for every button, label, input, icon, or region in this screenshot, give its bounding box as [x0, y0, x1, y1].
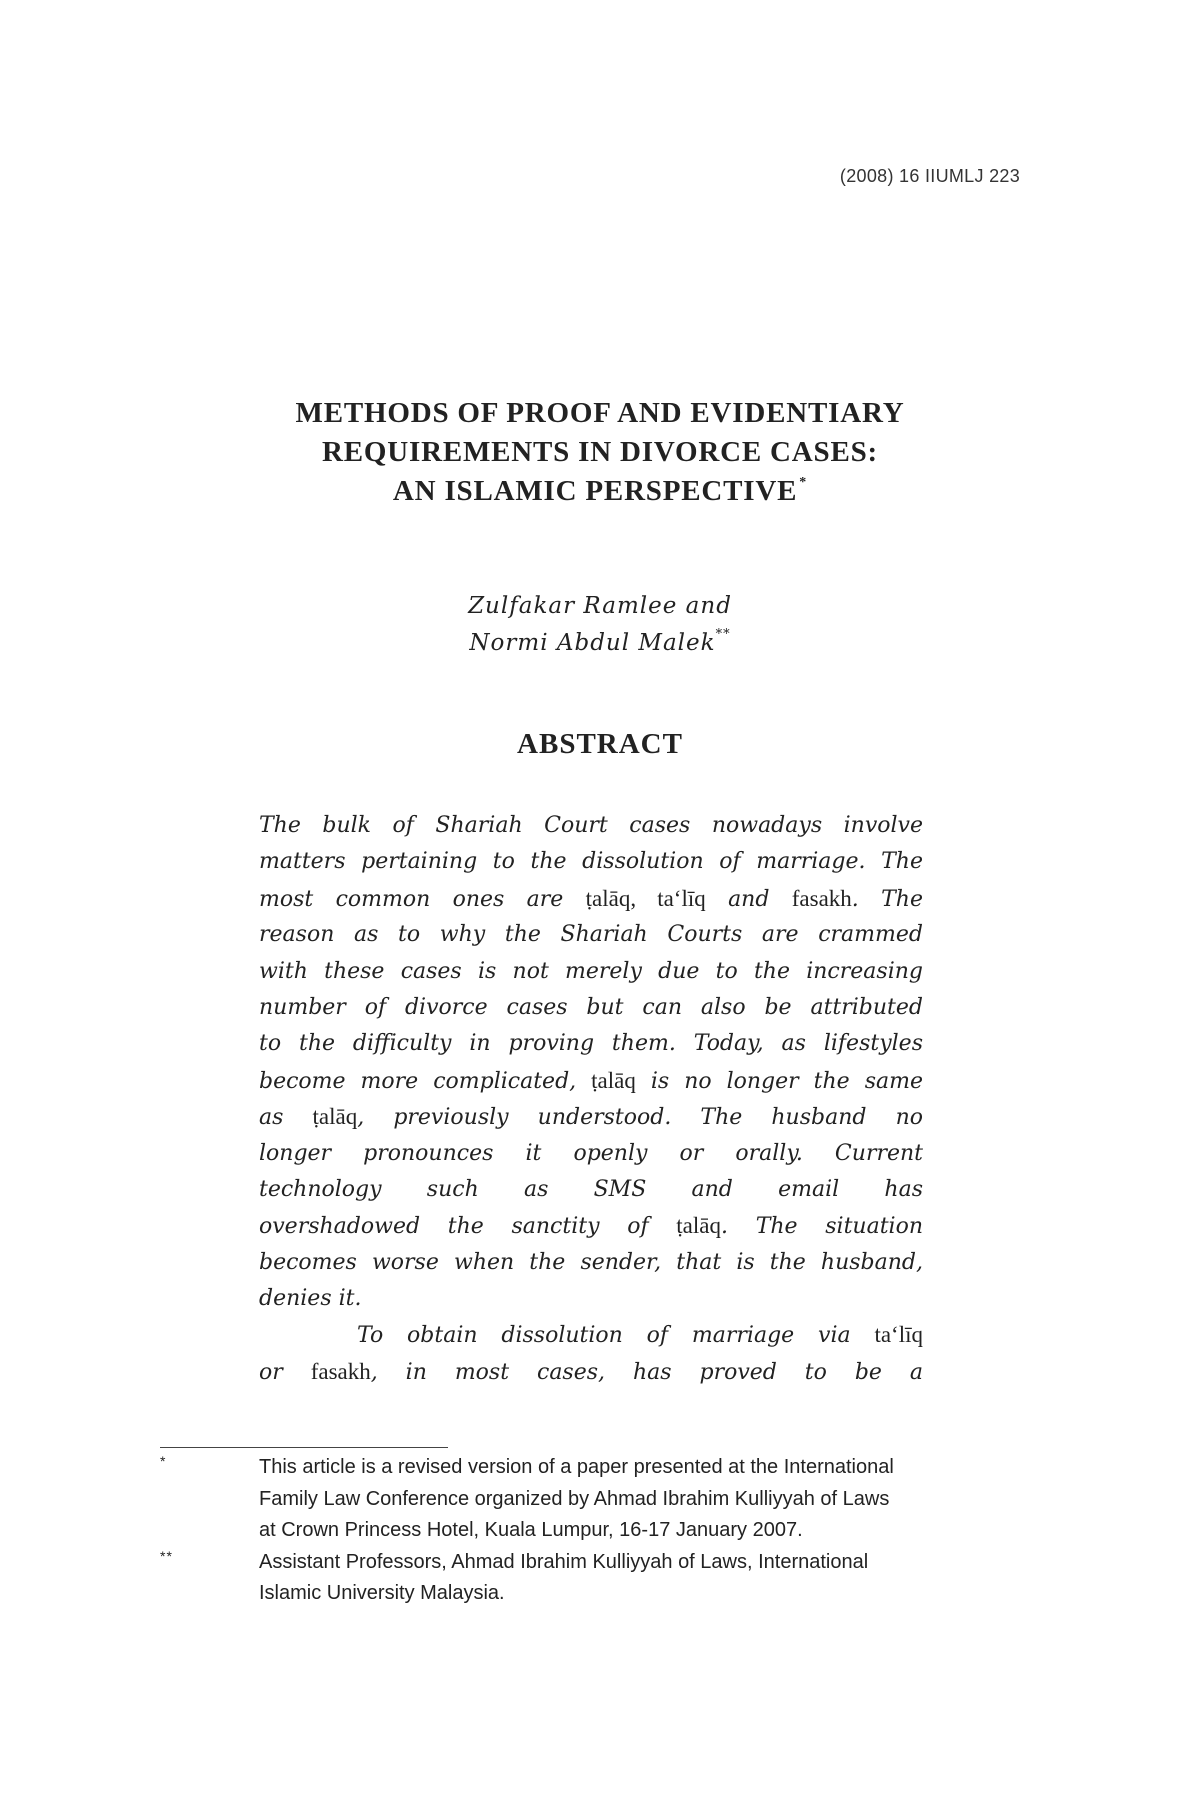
abstract-line — [259, 1099, 923, 1135]
footnote-line: Islamic University Malaysia. — [259, 1582, 505, 1604]
title-line-3-text: AN ISLAMIC PERSPECTIVE — [392, 475, 798, 507]
term-talaq: ṭalāq — [312, 1104, 358, 1130]
abstract-line: denies it. — [259, 1286, 362, 1312]
abstract-heading: ABSTRACT — [517, 728, 683, 760]
term-talaq: ṭalāq — [676, 1213, 721, 1239]
term-fasakh: fasakh — [310, 1358, 371, 1384]
abstract-line — [259, 881, 923, 917]
term-separator: , — [630, 885, 658, 911]
title-line-1: METHODS OF PROOF AND EVIDENTIARY — [295, 397, 905, 429]
abstract-line: technology such as SMS and email has — [259, 1176, 923, 1202]
abstract-text: as — [259, 1105, 313, 1131]
author-footnote-mark: ** — [715, 627, 731, 642]
abstract-body — [259, 808, 923, 1390]
title-line-3 — [0, 472, 1200, 516]
abstract-line — [259, 1208, 923, 1244]
footnote-line: Family Law Conference organized by Ahmad Ibrahim Kulliyyah of Laws — [259, 1487, 890, 1510]
abstract-text: and — [705, 886, 792, 912]
abstract-text: , in most cases, has proved to be a — [370, 1359, 923, 1385]
term-fasakh: fasakh — [791, 885, 852, 911]
journal-citation: (2008) 16 IIUMLJ 223 — [839, 166, 1020, 186]
abstract-text: To obtain dissolution of marriage via — [357, 1323, 875, 1349]
footnote-line: This article is a revised version of a paper presented at the International — [259, 1456, 894, 1478]
authors — [0, 588, 1200, 665]
abstract-line: with these cases is not merely due to the increasing — [259, 958, 923, 984]
term-talaq: ṭalāq — [591, 1067, 636, 1093]
abstract-text: is no longer the same — [635, 1068, 923, 1094]
term-taliq: ta‘līq — [874, 1322, 923, 1348]
title-footnote-mark: * — [799, 475, 808, 490]
footnote-line: Assistant Professors, Ahmad Ibrahim Kulliyyah of Laws, International — [259, 1550, 869, 1573]
author-line-2-text: Normi Abdul Malek — [469, 630, 716, 656]
abstract-line: reason as to why the Shariah Courts are crammed — [259, 922, 923, 948]
title-line-2: REQUIREMENTS IN DIVORCE CASES: — [322, 436, 878, 468]
abstract-text: or — [259, 1359, 311, 1385]
abstract-text: . The — [851, 886, 923, 912]
footnote-mark: ** — [160, 1547, 173, 1564]
abstract-line: to the difficulty in proving them. Today, as lifestyles — [259, 1031, 923, 1057]
abstract-text: . The situation — [721, 1214, 923, 1240]
footnote-mark: * — [160, 1453, 167, 1469]
abstract-line — [259, 1063, 923, 1099]
abstract-line: number of divorce cases but can also be attributed — [259, 994, 923, 1020]
footnote-1 — [160, 1452, 1020, 1547]
abstract-line — [259, 1317, 923, 1353]
author-line-2 — [0, 625, 1200, 665]
article-title — [0, 394, 1200, 516]
footnote-divider — [160, 1447, 448, 1448]
term-talaq: ṭalāq — [585, 885, 631, 911]
footnotes — [160, 1452, 1020, 1610]
abstract-line — [259, 1354, 923, 1390]
footnote-2 — [160, 1547, 1020, 1610]
abstract-line: becomes worse when the sender, that is the husband, — [259, 1249, 923, 1275]
abstract-line: longer pronounces it openly or orally. Current — [259, 1140, 923, 1166]
term-taliq: ta‘līq — [657, 885, 706, 911]
author-line-1: Zulfakar Ramlee and — [468, 593, 732, 619]
abstract-line: matters pertaining to the dissolution of marriage. The — [259, 849, 923, 875]
abstract-text: most common ones are — [259, 886, 586, 912]
footnote-line: at Crown Princess Hotel, Kuala Lumpur, 16-17 January 2007. — [259, 1519, 803, 1541]
abstract-text: overshadowed the sanctity of — [259, 1214, 677, 1240]
abstract-text: become more complicated, — [259, 1068, 592, 1094]
abstract-line: The bulk of Shariah Court cases nowadays involve — [259, 813, 923, 838]
abstract-text: , previously understood. The husband no — [357, 1105, 923, 1131]
